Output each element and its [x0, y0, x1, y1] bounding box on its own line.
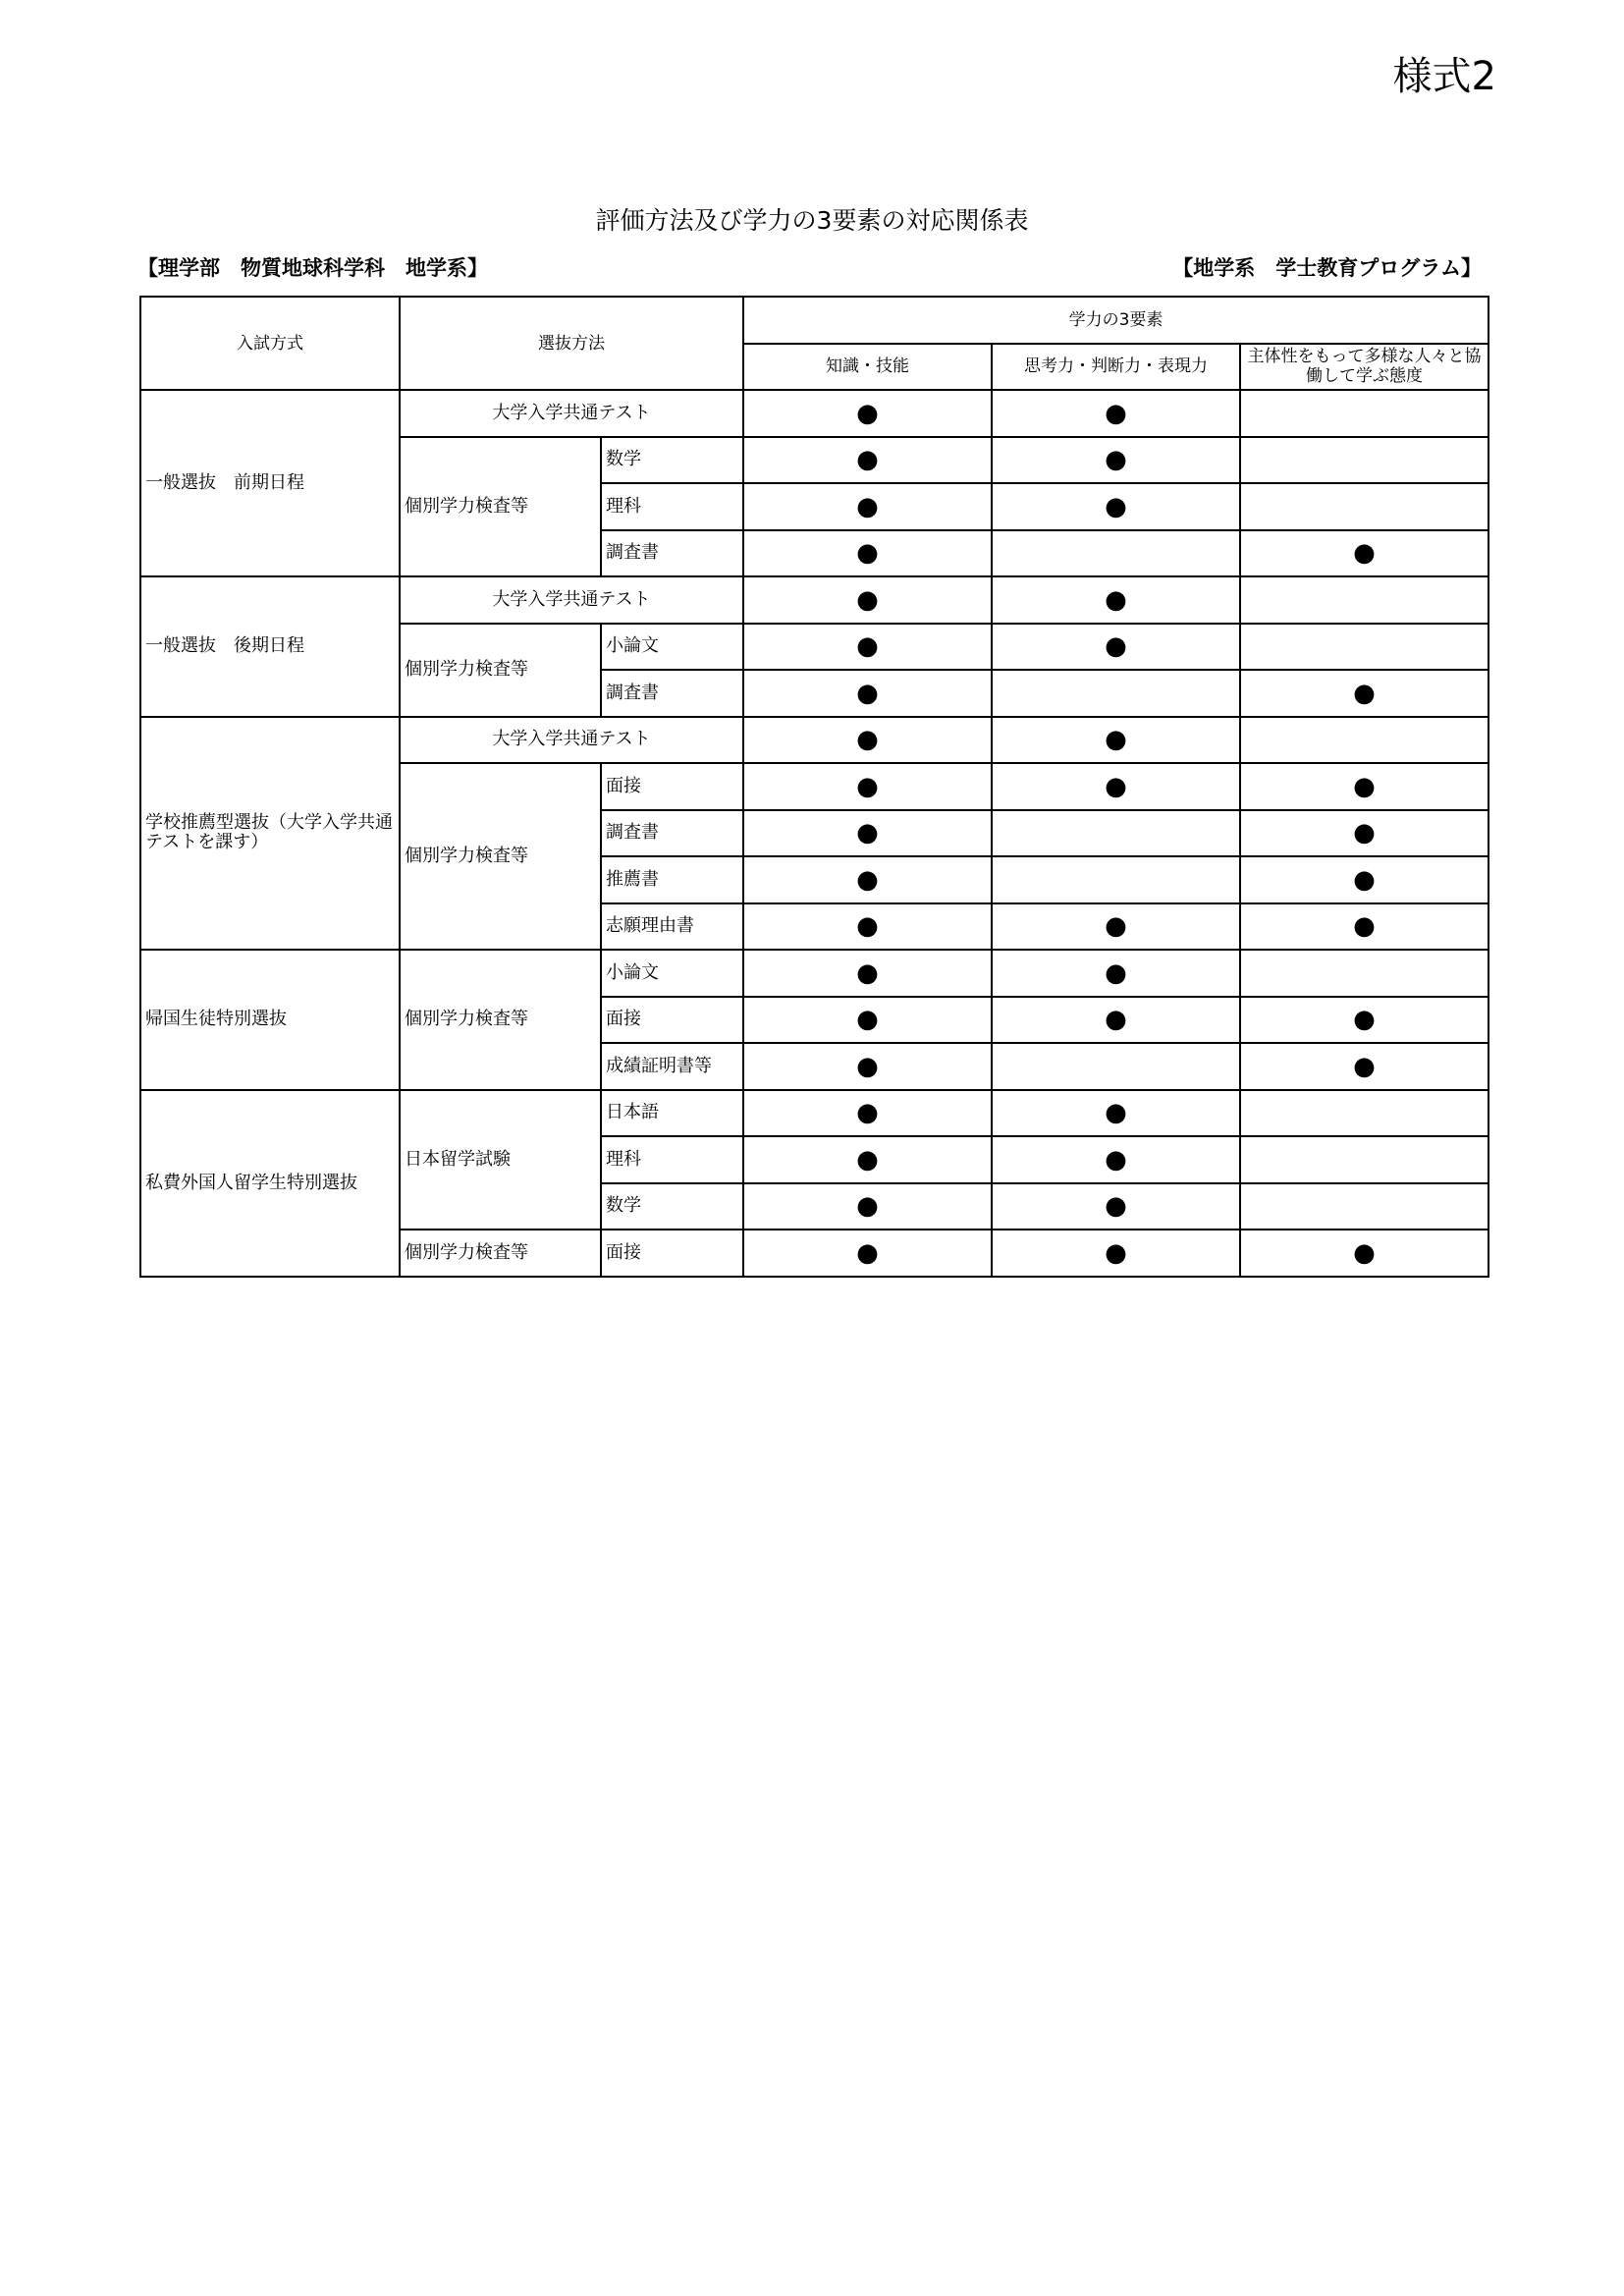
header-entrance-method: 入試方式	[140, 297, 400, 390]
attitude-mark	[1240, 624, 1489, 671]
thinking-mark: ●	[992, 903, 1240, 951]
thinking-mark	[992, 670, 1240, 717]
thinking-mark: ●	[992, 950, 1240, 997]
attitude-mark	[1240, 390, 1489, 437]
knowledge-mark: ●	[743, 576, 992, 624]
entrance-type-cell: 一般選抜 前期日程	[140, 390, 400, 576]
knowledge-mark: ●	[743, 670, 992, 717]
knowledge-mark: ●	[743, 717, 992, 764]
knowledge-mark: ●	[743, 856, 992, 903]
attitude-mark: ●	[1240, 903, 1489, 951]
selection-method-cell: 個別学力検査等	[400, 763, 601, 950]
evaluation-item-cell: 推薦書	[601, 856, 743, 903]
selection-method-cell: 大学入学共通テスト	[400, 717, 743, 764]
entrance-type-cell: 一般選抜 後期日程	[140, 576, 400, 717]
thinking-mark	[992, 1043, 1240, 1090]
attitude-mark	[1240, 576, 1489, 624]
knowledge-mark: ●	[743, 1043, 992, 1090]
selection-method-cell: 個別学力検査等	[400, 437, 601, 577]
attitude-mark: ●	[1240, 856, 1489, 903]
evaluation-item-cell: 日本語	[601, 1090, 743, 1137]
selection-method-cell: 日本留学試験	[400, 1090, 601, 1230]
knowledge-mark: ●	[743, 1230, 992, 1277]
evaluation-table	[139, 296, 1489, 1278]
attitude-mark	[1240, 483, 1489, 530]
knowledge-mark: ●	[743, 483, 992, 530]
evaluation-item-cell: 志願理由書	[601, 903, 743, 951]
table-row	[140, 576, 1489, 624]
knowledge-mark: ●	[743, 763, 992, 810]
knowledge-mark: ●	[743, 810, 992, 857]
document-title: 評価方法及び学力の3要素の対応関係表	[595, 206, 1029, 235]
form-number: 様式2	[1392, 54, 1496, 99]
header-attitude: 主体性をもって多様な人々と協働して学ぶ態度	[1240, 344, 1489, 391]
thinking-mark	[992, 530, 1240, 577]
attitude-mark: ●	[1240, 997, 1489, 1044]
program-label: 【地学系 学士教育プログラム】	[1172, 256, 1482, 280]
evaluation-item-cell: 面接	[601, 997, 743, 1044]
evaluation-item-cell: 調査書	[601, 670, 743, 717]
table-row	[140, 390, 1489, 437]
thinking-mark: ●	[992, 483, 1240, 530]
attitude-mark	[1240, 437, 1489, 484]
evaluation-item-cell: 面接	[601, 1230, 743, 1277]
knowledge-mark: ●	[743, 390, 992, 437]
evaluation-item-cell: 調査書	[601, 530, 743, 577]
table-row	[140, 950, 1489, 997]
knowledge-mark: ●	[743, 997, 992, 1044]
evaluation-item-cell: 成績証明書等	[601, 1043, 743, 1090]
evaluation-item-cell: 調査書	[601, 810, 743, 857]
thinking-mark: ●	[992, 576, 1240, 624]
thinking-mark: ●	[992, 390, 1240, 437]
header-knowledge: 知識・技能	[743, 344, 992, 391]
evaluation-item-cell: 理科	[601, 1136, 743, 1183]
thinking-mark: ●	[992, 1230, 1240, 1277]
selection-method-cell: 大学入学共通テスト	[400, 390, 743, 437]
attitude-mark: ●	[1240, 530, 1489, 577]
thinking-mark: ●	[992, 624, 1240, 671]
knowledge-mark: ●	[743, 624, 992, 671]
selection-method-cell: 個別学力検査等	[400, 950, 601, 1090]
knowledge-mark: ●	[743, 950, 992, 997]
selection-method-cell: 大学入学共通テスト	[400, 576, 743, 624]
thinking-mark	[992, 856, 1240, 903]
attitude-mark: ●	[1240, 670, 1489, 717]
evaluation-item-cell: 数学	[601, 1183, 743, 1230]
entrance-type-cell: 私費外国人留学生特別選抜	[140, 1090, 400, 1277]
entrance-type-cell: 帰国生徒特別選抜	[140, 950, 400, 1090]
header-three-elements: 学力の3要素	[743, 297, 1489, 344]
knowledge-mark: ●	[743, 1090, 992, 1137]
thinking-mark: ●	[992, 997, 1240, 1044]
thinking-mark: ●	[992, 1090, 1240, 1137]
knowledge-mark: ●	[743, 530, 992, 577]
evaluation-item-cell: 理科	[601, 483, 743, 530]
knowledge-mark: ●	[743, 1183, 992, 1230]
table-row	[140, 717, 1489, 764]
thinking-mark: ●	[992, 1136, 1240, 1183]
knowledge-mark: ●	[743, 1136, 992, 1183]
thinking-mark: ●	[992, 437, 1240, 484]
attitude-mark: ●	[1240, 763, 1489, 810]
entrance-type-cell: 学校推薦型選抜（大学入学共通テストを課す）	[140, 717, 400, 951]
attitude-mark: ●	[1240, 1230, 1489, 1277]
attitude-mark	[1240, 1090, 1489, 1137]
thinking-mark: ●	[992, 717, 1240, 764]
attitude-mark	[1240, 950, 1489, 997]
attitude-mark	[1240, 1183, 1489, 1230]
evaluation-item-cell: 小論文	[601, 624, 743, 671]
thinking-mark	[992, 810, 1240, 857]
department-label: 【理学部 物質地球科学科 地学系】	[137, 256, 488, 280]
attitude-mark	[1240, 717, 1489, 764]
attitude-mark: ●	[1240, 1043, 1489, 1090]
thinking-mark: ●	[992, 1183, 1240, 1230]
knowledge-mark: ●	[743, 903, 992, 951]
knowledge-mark: ●	[743, 437, 992, 484]
attitude-mark: ●	[1240, 810, 1489, 857]
selection-method-cell: 個別学力検査等	[400, 624, 601, 717]
evaluation-item-cell: 数学	[601, 437, 743, 484]
header-selection-method: 選抜方法	[400, 297, 743, 390]
evaluation-item-cell: 小論文	[601, 950, 743, 997]
thinking-mark: ●	[992, 763, 1240, 810]
table-row	[140, 1090, 1489, 1137]
selection-method-cell: 個別学力検査等	[400, 1230, 601, 1277]
attitude-mark	[1240, 1136, 1489, 1183]
header-row-1	[140, 297, 1489, 344]
header-thinking: 思考力・判断力・表現力	[992, 344, 1240, 391]
evaluation-item-cell: 面接	[601, 763, 743, 810]
